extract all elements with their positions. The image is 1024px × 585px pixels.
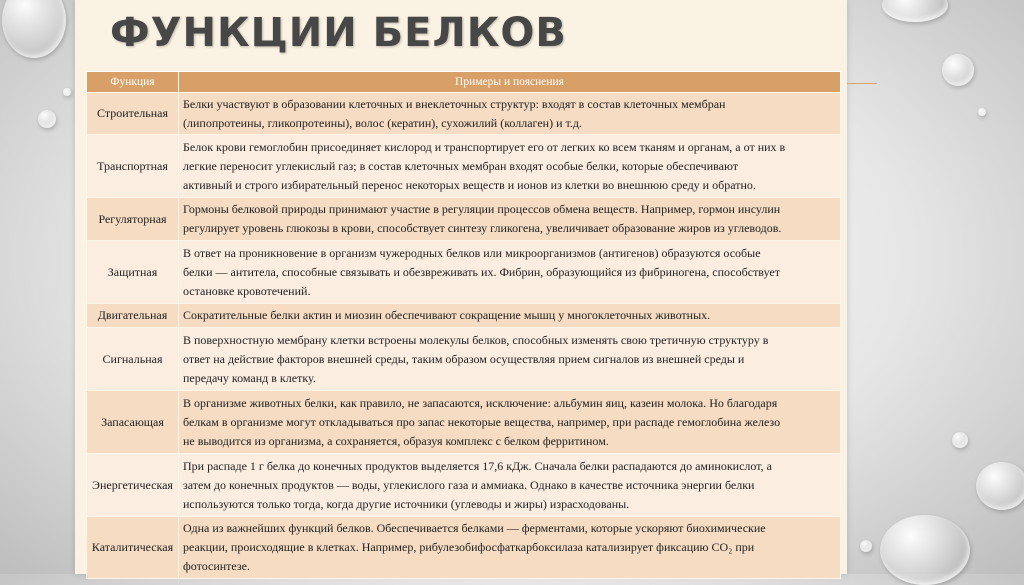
water-drop-decoration <box>942 54 974 86</box>
function-name-cell: Двигательная <box>87 304 179 328</box>
water-drop-decoration <box>63 88 71 96</box>
table-row <box>87 304 841 328</box>
table-row <box>87 454 841 517</box>
function-name-cell: Транспортная <box>87 135 179 198</box>
function-name-cell: Запасающая <box>87 391 179 454</box>
description-line: В организме животных белки, как правило, не запасаются, исключение: альбумин яиц, казеин молока. Но благодаря <box>183 395 778 410</box>
description-line: используются только тогда, когда другие источники (углеводы и жиры) израсходованы. <box>183 496 630 511</box>
description-line: фотосинтезе. <box>183 559 250 573</box>
description-line: Белки участвуют в образовании клеточных и внеклеточных структур: входят в состав клеточных мембран <box>183 96 726 111</box>
description-line: Одна из важнейших функций белков. Обеспечивается белками — ферментами, которые ускоряют биохимические <box>183 521 766 535</box>
description-line: Сократительные белки актин и миозин обеспечивают сокращение мышц у многоклеточных животных. <box>183 308 711 322</box>
protein-functions-table <box>86 71 841 579</box>
table-row <box>87 517 841 579</box>
function-name-cell: Энергетическая <box>87 454 179 517</box>
description-cell <box>179 93 841 135</box>
water-drop-decoration <box>2 0 66 58</box>
page-title: ФУНКЦИИ БЕЛКОВ <box>110 10 567 56</box>
water-drop-decoration <box>976 462 1024 510</box>
function-name-cell: Защитная <box>87 241 179 304</box>
table-row <box>87 198 841 241</box>
water-drop-decoration <box>882 0 948 22</box>
column-header-examples: Примеры и пояснения <box>179 72 841 93</box>
description-line: белки — антитела, способные связывать и обезвреживать их. Фибрин, образующийся из фибриногена, способствует <box>183 264 780 279</box>
description-cell <box>179 198 841 241</box>
description-cell <box>179 391 841 454</box>
description-line: реакции, происходящие в клетках. Например, рибулезобифосфаткарбоксилаза катализирует фиксацию CO₂ при <box>183 540 755 554</box>
description-line: передачу команд в клетку. <box>183 370 316 385</box>
function-name-cell: Регуляторная <box>87 198 179 241</box>
table-row <box>87 391 841 454</box>
function-name-cell: Каталитическая <box>87 517 179 579</box>
description-line: активный и строго избирательный перенос некоторых веществ и ионов из клетки во внешнюю среду и обратно. <box>183 177 756 192</box>
function-name-cell: Сигнальная <box>87 328 179 391</box>
description-line: регулирует уровень глюкозы в крови, способствует синтезу гликогена, увеличивает образование жиров из углеводов. <box>183 221 782 235</box>
description-cell <box>179 517 841 579</box>
description-cell <box>179 304 841 328</box>
description-cell <box>179 241 841 304</box>
description-line: В поверхностную мембрану клетки встроены молекулы белков, способных изменять свою третичную структуру в <box>183 332 769 347</box>
description-cell <box>179 328 841 391</box>
table-row <box>87 93 841 135</box>
description-line: ответ на действие факторов внешней среды, таким образом осуществляя прием сигналов из внешней среды и <box>183 351 745 366</box>
description-line: (липопротеины, гликопротеины), волос (кератин), сухожилий (коллаген) и т.д. <box>183 115 582 130</box>
description-line: В ответ на проникновение в организм чужеродных белков или микроорганизмов (антигенов) образуются особые <box>183 245 761 260</box>
water-drop-decoration <box>880 515 970 585</box>
description-line: не выводится из организма, а сохраняется, образуя комплекс с белком ферритином. <box>183 433 609 448</box>
function-name-cell: Строительная <box>87 93 179 135</box>
column-header-function: Функция <box>87 72 179 93</box>
table-row <box>87 135 841 198</box>
description-line: Гормоны белковой природы принимают участие в регуляции процессов обмена веществ. Например, гормон инсулин <box>183 202 781 216</box>
water-drop-decoration <box>952 432 968 448</box>
table-row <box>87 328 841 391</box>
description-line: остановке кровотечений. <box>183 283 311 298</box>
table-body <box>87 93 841 579</box>
description-line: затем до конечных продуктов — воды, углекислого газа и аммиака. Однако в качестве источника энергии белки <box>183 477 755 492</box>
description-line: легкие переносит углекислый газ; в состав клеточных мембран входят особые белки, которые обеспечивают <box>183 158 738 173</box>
description-line: белкам в организме могут откладываться про запас некоторые вещества, например, при распаде гемоглобина железо <box>183 414 781 429</box>
water-drop-decoration <box>38 110 56 128</box>
divider-line <box>847 83 877 84</box>
table-header-row <box>87 72 841 93</box>
description-line: Белок крови гемоглобин присоединяет кислород и транспортирует его от легких ко всем тканям и органам, а от них в <box>183 139 786 154</box>
description-line: При распаде 1 г белка до конечных продуктов выделяется 17,6 кДж. Сначала белки распадаются до аминокислот, а <box>183 458 772 473</box>
description-cell <box>179 454 841 517</box>
table-row <box>87 241 841 304</box>
water-drop-decoration <box>860 540 872 552</box>
water-drop-decoration <box>978 108 986 116</box>
description-cell <box>179 135 841 198</box>
